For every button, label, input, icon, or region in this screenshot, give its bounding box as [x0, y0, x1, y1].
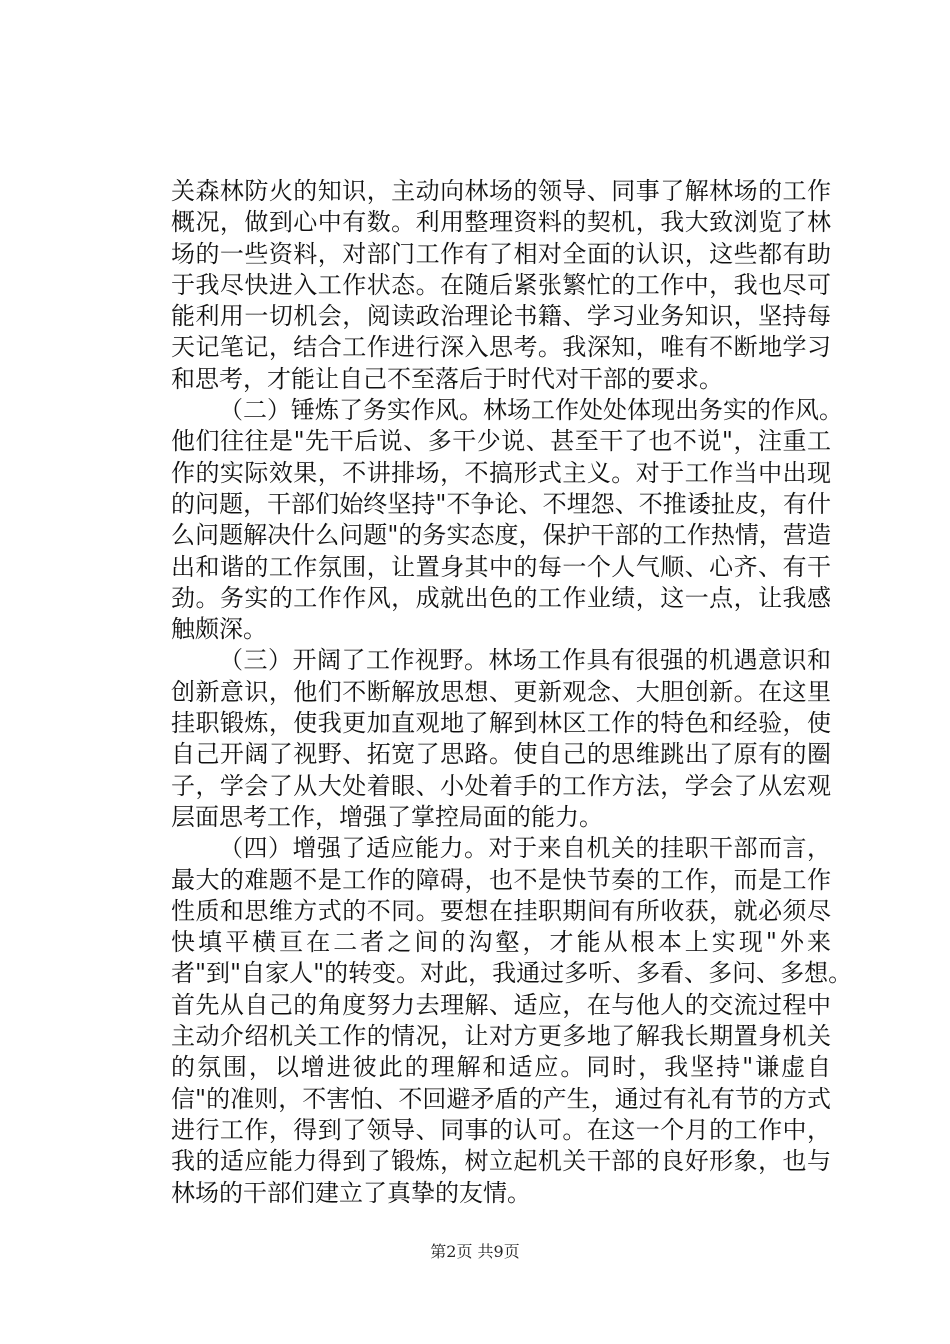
text-line: 能利用一切机会，阅读政治理论书籍、学习业务知识，坚持每 [171, 302, 831, 331]
text-line: 首先从自己的角度努力去理解、适应，在与他人的交流过程中 [171, 990, 831, 1019]
text-line: 我的适应能力得到了锻炼，树立起机关干部的良好形象，也与 [171, 1147, 831, 1176]
text-line: 于我尽快进入工作状态。在随后紧张繁忙的工作中，我也尽可 [171, 270, 831, 299]
text-line: （三）开阔了工作视野。林场工作具有很强的机遇意识和 [219, 646, 831, 675]
text-line: 天记笔记，结合工作进行深入思考。我深知，唯有不断地学习 [171, 333, 831, 362]
text-line: 自己开阔了视野、拓宽了思路。使自己的思维跳出了原有的圈 [171, 740, 831, 769]
text-line: 的问题，干部们始终坚持"不争论、不埋怨、不推诿扯皮，有什 [171, 489, 831, 518]
text-line: 么问题解决什么问题"的务实态度，保护干部的工作热情，营造 [171, 521, 831, 550]
text-line: 关森林防火的知识，主动向林场的领导、同事了解林场的工作 [171, 177, 831, 205]
page-footer: 第2页 共9页 [430, 1242, 520, 1261]
text-line: 作的实际效果，不讲排场，不搞形式主义。对于工作当中出现 [171, 458, 831, 487]
text-line: 出和谐的工作氛围，让置身其中的每一个人气顺、心齐、有干 [171, 552, 831, 581]
text-line: 最大的难题不是工作的障碍，也不是快节奏的工作，而是工作 [171, 865, 831, 894]
text-line: 劲。务实的工作作风，成就出色的工作业绩，这一点，让我感 [171, 583, 831, 612]
text-line: 的氛围，以增进彼此的理解和适应。同时，我坚持"谦虚自 [171, 1053, 831, 1082]
text-line: 进行工作，得到了领导、同事的认可。在这一个月的工作中， [171, 1115, 831, 1144]
text-line: 层面思考工作，增强了掌控局面的能力。 [171, 802, 603, 831]
text-line: 信"的准则，不害怕、不回避矛盾的产生，通过有礼有节的方式 [171, 1084, 831, 1113]
text-line: 主动介绍机关工作的情况，让对方更多地了解我长期置身机关 [171, 1022, 831, 1051]
text-line: 挂职锻炼，使我更加直观地了解到林区工作的特色和经验，使 [171, 709, 831, 738]
text-line: （四）增强了适应能力。对于来自机关的挂职干部而言， [219, 834, 831, 863]
document-body [171, 176, 853, 1209]
text-line: 他们往往是"先干后说、多干少说、甚至干了也不说"，注重工 [171, 427, 831, 456]
text-line: 概况，做到心中有数。利用整理资料的契机，我大致浏览了林 [171, 208, 831, 237]
text-line: 快填平横亘在二者之间的沟壑，才能从根本上实现"外来 [171, 928, 831, 957]
text-line: 触颇深。 [171, 615, 267, 644]
text-line: 者"到"自家人"的转变。对此，我通过多听、多看、多问、多想。 [171, 959, 853, 988]
text-line: 子，学会了从大处着眼、小处着手的工作方法，学会了从宏观 [171, 771, 831, 800]
text-line: 场的一些资料，对部门工作有了相对全面的认识，这些都有助 [171, 239, 831, 268]
text-line: 性质和思维方式的不同。要想在挂职期间有所收获，就必须尽 [171, 896, 831, 925]
text-line: （二）锤炼了务实作风。林场工作处处体现出务实的作风。 [219, 396, 843, 425]
text-line: 和思考，才能让自己不至落后于时代对干部的要求。 [171, 364, 723, 393]
text-line: 林场的干部们建立了真挚的友情。 [171, 1178, 531, 1207]
text-line: 创新意识，他们不断解放思想、更新观念、大胆创新。在这里 [171, 677, 831, 706]
